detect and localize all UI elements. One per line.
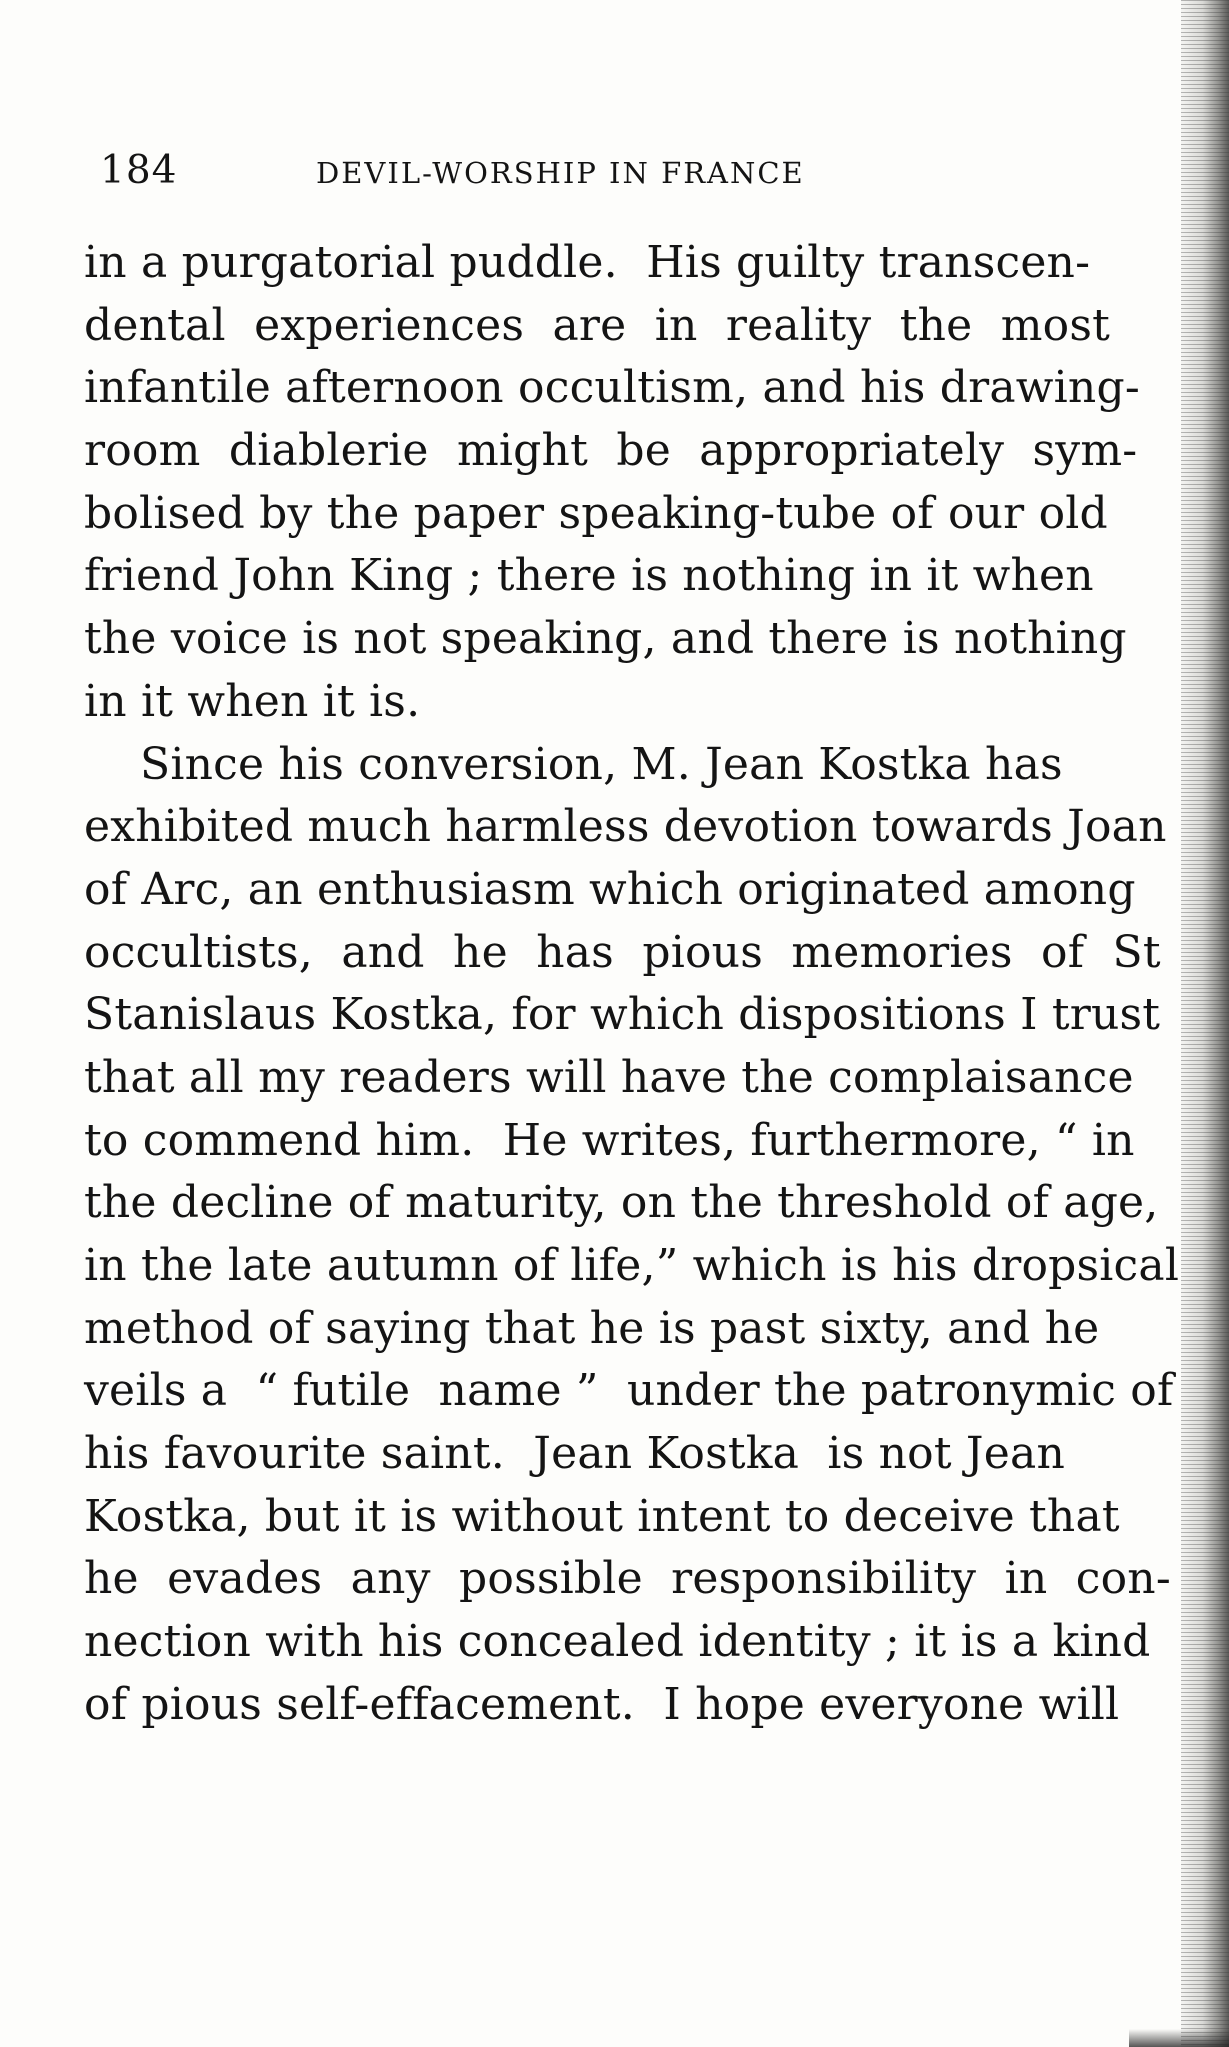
text-line: the decline of maturity, on the threshold of age, [84, 1177, 1159, 1229]
text-line: in it when it is. [84, 675, 421, 727]
page-edge [1181, 0, 1229, 2047]
text-line: to commend him. He writes, furthermore, “ in [84, 1114, 1135, 1166]
page-number: 184 [100, 148, 178, 193]
running-header [100, 148, 960, 198]
corner-shadow [1129, 2029, 1229, 2047]
text-line: in the late autumn of life,” which is his dropsical [84, 1240, 1180, 1291]
text-line: of Arc, an enthusiasm which originated among [84, 863, 1136, 915]
text-line: nection with his concealed identity ; it is a kind [84, 1616, 1151, 1668]
text-line: Kostka, but it is without intent to deceive that [84, 1490, 1120, 1542]
running-title: DEVIL-WORSHIP IN FRANCE [316, 156, 805, 190]
body-text [84, 232, 1180, 1737]
text-line: bolised by the paper speaking-tube of our old [84, 487, 1108, 539]
text-line: room diablerie might be appropriately sym- [84, 425, 1138, 477]
text-line: his favourite saint. Jean Kostka is not Jean [84, 1428, 1065, 1480]
text-line: method of saying that he is past sixty, and he [84, 1302, 1100, 1354]
text-line: veils a “ futile name ” under the patronymic of [84, 1365, 1174, 1417]
text-line: dental experiences are in reality the most [84, 299, 1111, 351]
text-line: infantile afternoon occultism, and his drawing- [84, 362, 1140, 414]
text-line: that all my readers will have the complaisance [84, 1051, 1134, 1103]
text-line: exhibited much harmless devotion towards Joan [84, 801, 1167, 853]
text-line: the voice is not speaking, and there is nothing [84, 613, 1127, 665]
text-line: friend John King ; there is nothing in it when [84, 550, 1094, 602]
text-line: he evades any possible responsibility in con- [84, 1553, 1171, 1605]
text-line: Stanislaus Kostka, for which dispositions I trust [84, 989, 1161, 1041]
text-line: occultists, and he has pious memories of St [84, 926, 1161, 978]
text-line: in a purgatorial puddle. His guilty transcen- [84, 237, 1091, 288]
text-line: of pious self-effacement. I hope everyone will [84, 1678, 1120, 1730]
paragraph-start-line: Since his conversion, M. Jean Kostka has [140, 738, 1063, 790]
